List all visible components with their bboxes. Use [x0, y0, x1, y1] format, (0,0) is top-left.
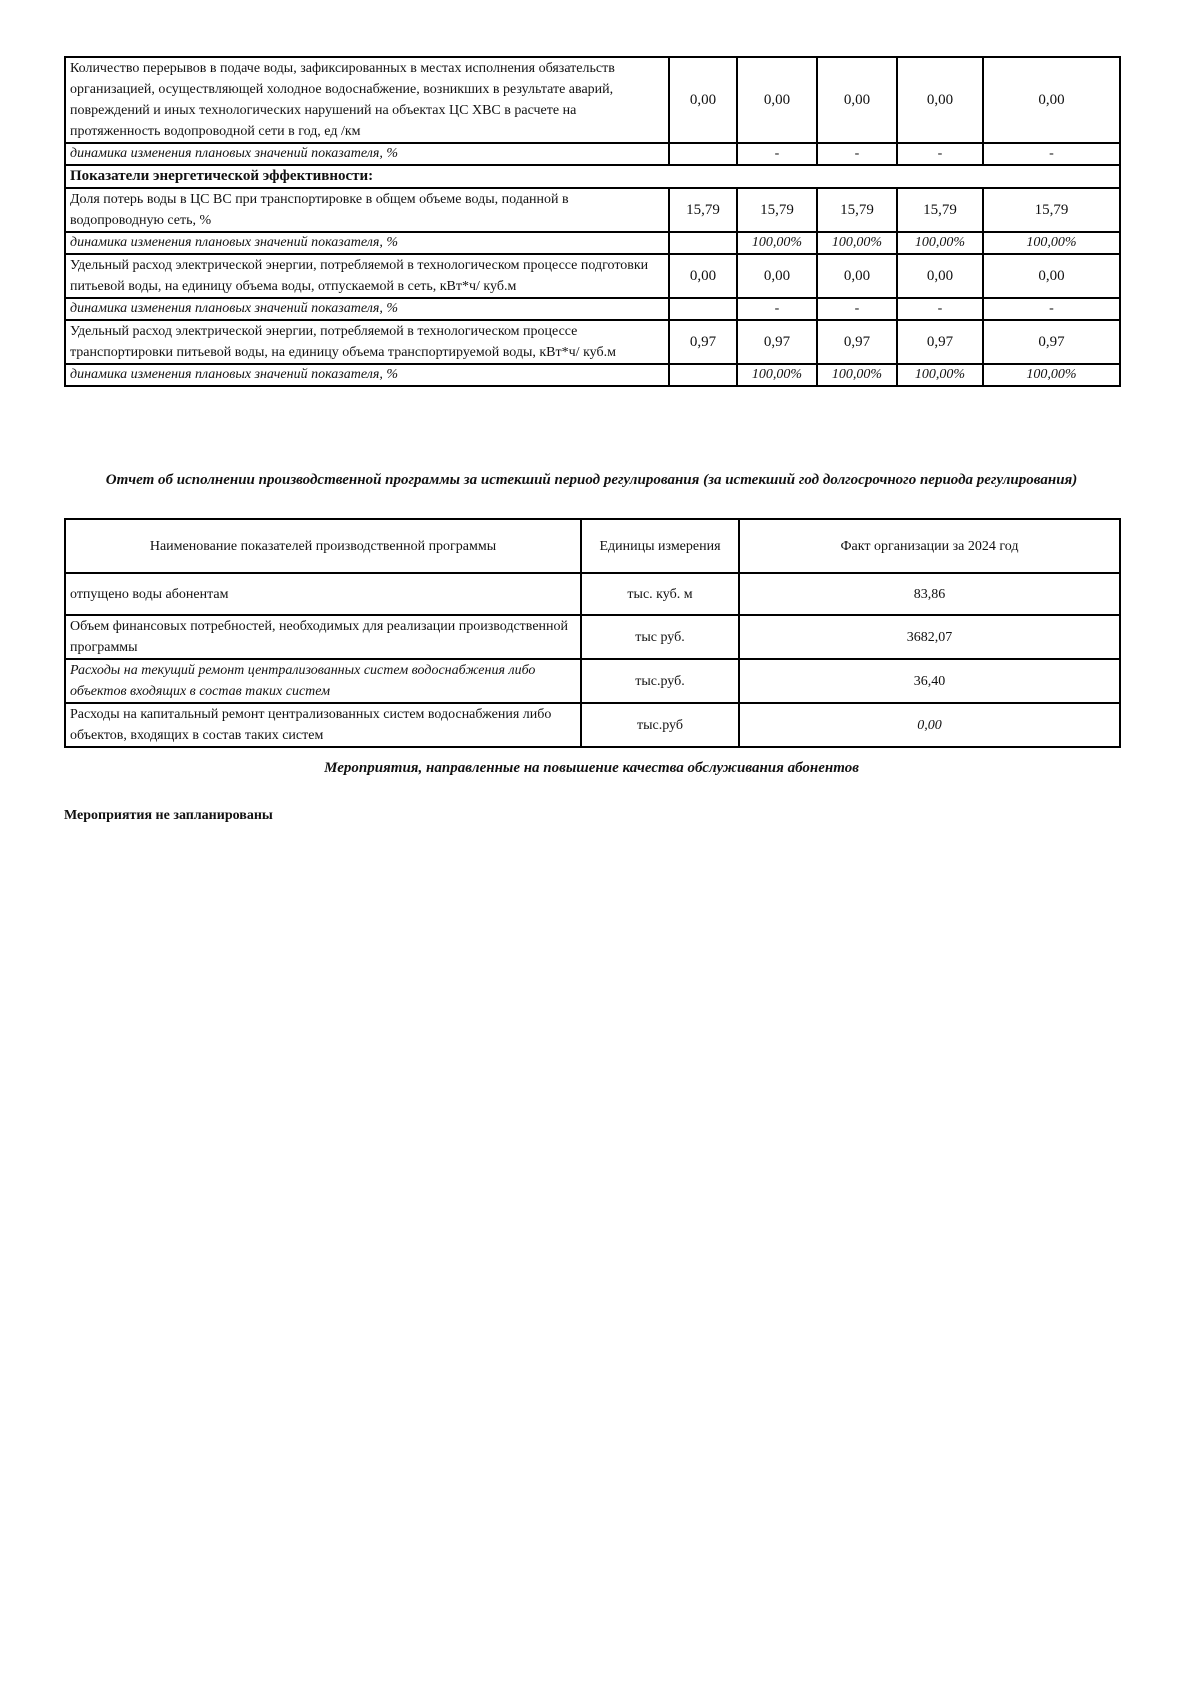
measures-title: Мероприятия, направленные на повышение качества обслуживания абонентов [324, 760, 859, 776]
indicator-value [669, 298, 737, 320]
indicator-row [65, 57, 1120, 143]
indicator-value: 0,00 [897, 254, 983, 298]
indicator-value [669, 143, 737, 165]
indicator-value: 100,00% [817, 232, 897, 254]
indicator-value: 100,00% [737, 232, 817, 254]
table-row [65, 659, 1120, 703]
indicator-value: - [897, 143, 983, 165]
row-unit: тыс.руб. [581, 659, 739, 703]
indicator-value: - [817, 298, 897, 320]
indicator-value: 100,00% [737, 364, 817, 386]
indicator-value: - [897, 298, 983, 320]
row-name: Объем финансовых потребностей, необходимых для реализации производственной программы [65, 615, 581, 659]
indicator-value: 0,00 [897, 57, 983, 143]
indicator-row [65, 320, 1120, 364]
indicator-value: 0,00 [983, 254, 1120, 298]
indicator-value: - [737, 298, 817, 320]
indicator-value: 0,00 [669, 57, 737, 143]
indicator-label: динамика изменения плановых значений показателя, % [65, 298, 669, 320]
indicator-label: Удельный расход электрической энергии, потребляемой в технологическом процессе транспортировки питьевой воды, на единицу объема транспортируемой воды, кВт*ч/ куб.м [65, 320, 669, 364]
indicator-value: 0,00 [669, 254, 737, 298]
indicator-label: динамика изменения плановых значений показателя, % [65, 232, 669, 254]
indicator-value [669, 364, 737, 386]
indicator-row [65, 188, 1120, 232]
row-name: отпущено воды абонентам [65, 573, 581, 615]
table-row [65, 573, 1120, 615]
indicator-value: 100,00% [817, 364, 897, 386]
indicators-table [64, 56, 1121, 387]
indicator-label: Удельный расход электрической энергии, потребляемой в технологическом процессе подготовки питьевой воды, на единицу объема воды, отпускаемой в сеть, кВт*ч/ куб.м [65, 254, 669, 298]
row-name: Расходы на текущий ремонт централизованных систем водоснабжения либо объектов входящих в состав таких систем [65, 659, 581, 703]
indicator-value [669, 232, 737, 254]
row-value: 36,40 [739, 659, 1120, 703]
row-value: 3682,07 [739, 615, 1120, 659]
row-value: 0,00 [739, 703, 1120, 747]
indicator-value: 0,97 [897, 320, 983, 364]
indicator-label: Количество перерывов в подаче воды, зафиксированных в местах исполнения обязательств организацией, осуществляющей холодное водоснабжение, возникших в результате аварий, повреждений и иных технологических нарушений на объектах ЦС ХВС в расчете на протяженность водопроводной сети в год, ед /км [65, 57, 669, 143]
row-value: 83,86 [739, 573, 1120, 615]
indicator-label: Доля потерь воды в ЦС ВС при транспортировке в общем объеме воды, поданной в водопроводную сеть, % [65, 188, 669, 232]
indicator-value: 0,97 [817, 320, 897, 364]
header-unit: Единицы измерения [581, 519, 739, 573]
row-name: Расходы на капитальный ремонт централизованных систем водоснабжения либо объектов, входящих в состав таких систем [65, 703, 581, 747]
indicator-value: 0,97 [983, 320, 1120, 364]
production-program-table [64, 518, 1121, 748]
header-name: Наименование показателей производственной программы [65, 519, 581, 573]
table-row [65, 703, 1120, 747]
indicator-value: 15,79 [737, 188, 817, 232]
dynamics-row [65, 364, 1120, 386]
row-unit: тыс руб. [581, 615, 739, 659]
indicator-value: 100,00% [983, 232, 1120, 254]
indicator-label: динамика изменения плановых значений показателя, % [65, 364, 669, 386]
indicator-value: - [737, 143, 817, 165]
section-row [65, 165, 1120, 188]
indicator-row [65, 254, 1120, 298]
dynamics-row [65, 232, 1120, 254]
indicator-label: динамика изменения плановых значений показателя, % [65, 143, 669, 165]
indicator-value: 0,97 [669, 320, 737, 364]
dynamics-row [65, 298, 1120, 320]
row-unit: тыс.руб [581, 703, 739, 747]
table-row [65, 615, 1120, 659]
indicator-value: 0,00 [983, 57, 1120, 143]
indicator-value: 0,00 [737, 254, 817, 298]
section-label: Показатели энергетической эффективности: [65, 165, 1120, 188]
header-fact: Факт организации за 2024 год [739, 519, 1120, 573]
indicator-value: - [817, 143, 897, 165]
indicator-value: 100,00% [983, 364, 1120, 386]
report-title: Отчет об исполнении производственной программы за истекший период регулирования (за истекший год долгосрочного периода регулирования) [105, 472, 1078, 488]
indicator-value: 15,79 [817, 188, 897, 232]
indicator-value: 15,79 [669, 188, 737, 232]
row-unit: тыс. куб. м [581, 573, 739, 615]
dynamics-row [65, 143, 1120, 165]
indicator-value: 100,00% [897, 232, 983, 254]
measures-text: Мероприятия не запланированы [64, 808, 273, 823]
indicator-value: 15,79 [983, 188, 1120, 232]
indicator-value: 0,00 [817, 57, 897, 143]
indicator-value: 0,00 [817, 254, 897, 298]
table-header-row [65, 519, 1120, 573]
indicator-value: 15,79 [897, 188, 983, 232]
indicator-value: 0,00 [737, 57, 817, 143]
indicator-value: - [983, 298, 1120, 320]
indicator-value: 0,97 [737, 320, 817, 364]
indicator-value: - [983, 143, 1120, 165]
indicator-value: 100,00% [897, 364, 983, 386]
